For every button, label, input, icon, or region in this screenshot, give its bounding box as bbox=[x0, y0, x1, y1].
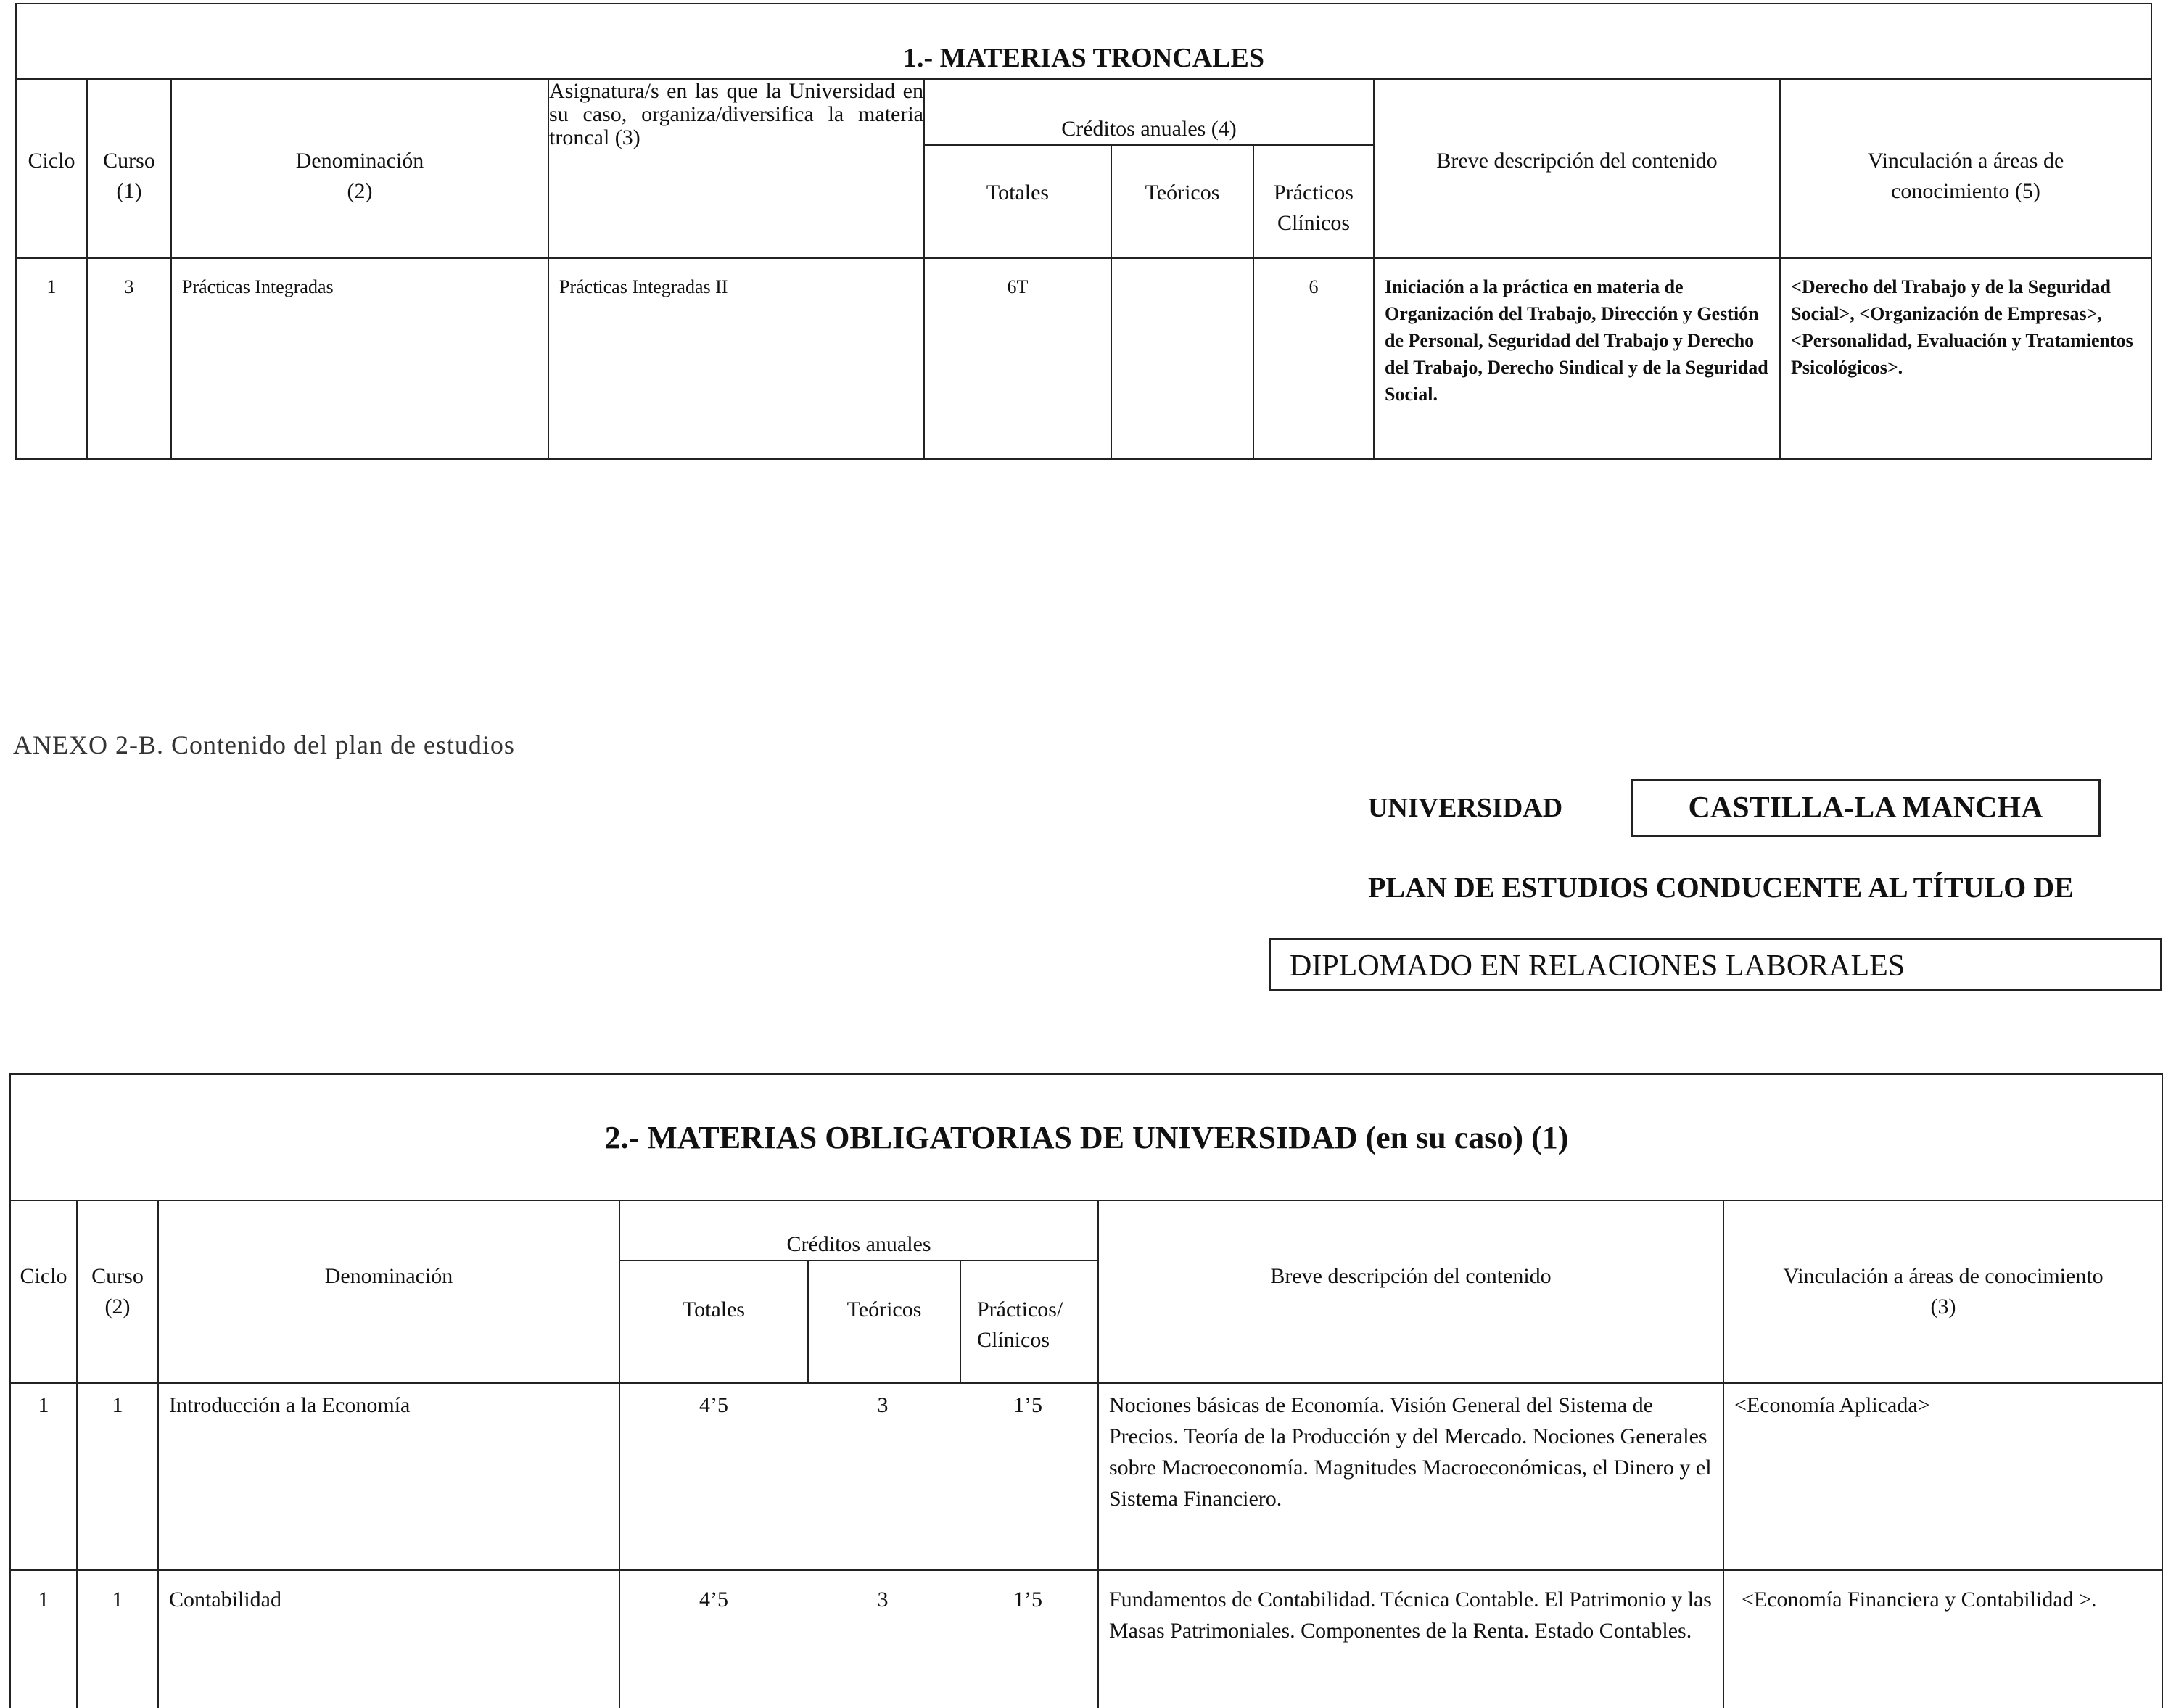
header-teoricos: Teóricos bbox=[1111, 146, 1253, 257]
cell-totales: 4’5 bbox=[699, 1393, 728, 1417]
cell-totales: 4’5 bbox=[699, 1588, 728, 1612]
cell-ciclo: 1 bbox=[10, 1383, 77, 1570]
cell-practicos: 6 bbox=[1253, 259, 1373, 458]
cell-descripcion: Nociones básicas de Economía. Visión General del Sistema de Precios. Teoría de la Producción y del Mercado. Nociones Generales sobre Macroeconomía. Magnitudes Macroeconómicas, el Dinero y el Sistema Financiero. bbox=[1098, 1383, 1723, 1570]
header-totales: Totales bbox=[986, 181, 1050, 205]
header-vinculacion: Vinculación a áreas de conocimiento (3) bbox=[1723, 1200, 2163, 1383]
table-row bbox=[16, 258, 2151, 459]
cell-vinculacion: <Derecho del Trabajo y de la Seguridad Social>, <Organización de Empresas>, <Personalidad, Evaluación y Tratamientos Psicológicos>. bbox=[1780, 258, 2151, 459]
cell-denominacion: Contabilidad bbox=[158, 1570, 619, 1708]
cell-asignatura: Prácticas Integradas II bbox=[548, 258, 924, 459]
header-creditos bbox=[619, 1200, 1098, 1383]
header-totales: Totales bbox=[682, 1297, 746, 1321]
cell-descripcion: Iniciación a la práctica en materia de Organización del Trabajo, Dirección y Gestión de Personal, Seguridad del Trabajo y Derecho del Trabajo, Derecho Sindical y de la Seguridad Social. bbox=[1374, 258, 1780, 459]
cell-ciclo: 1 bbox=[10, 1570, 77, 1708]
header-ciclo: Ciclo bbox=[10, 1200, 77, 1383]
universidad-label: UNIVERSIDAD bbox=[1368, 793, 1563, 823]
cell-ciclo: 1 bbox=[16, 258, 87, 459]
cell-teoricos: 3 bbox=[877, 1588, 889, 1612]
header-descripcion: Breve descripción del contenido bbox=[1098, 1200, 1723, 1383]
header-curso: Curso (1) bbox=[87, 79, 171, 258]
cell-denominacion: Prácticas Integradas bbox=[171, 258, 548, 459]
cell-practicos: 1’5 bbox=[1013, 1393, 1042, 1417]
header-creditos bbox=[924, 79, 1374, 258]
header-practicos: Prácticos Clínicos bbox=[1253, 146, 1373, 257]
header-teoricos: Teóricos bbox=[807, 1261, 960, 1382]
header-denominacion: Denominación bbox=[158, 1200, 619, 1383]
header-denominacion: Denominación (2) bbox=[171, 79, 548, 258]
plan-heading: PLAN DE ESTUDIOS CONDUCENTE AL TÍTULO DE bbox=[1368, 871, 2074, 904]
creditos-anuales-label: Créditos anuales bbox=[620, 1201, 1097, 1261]
materias-obligatorias-table bbox=[9, 1073, 2163, 1708]
cell-vinculacion: <Economía Financiera y Contabilidad >. bbox=[1723, 1570, 2163, 1708]
header-practicos: Prácticos/ Clínicos bbox=[960, 1261, 1097, 1382]
table2-title: 2.- MATERIAS OBLIGATORIAS DE UNIVERSIDAD (en su caso) (1) bbox=[10, 1074, 2163, 1200]
header-asignaturas: Asignatura/s en las que la Universidad en su caso, organiza/diversifica la materia troncal (3) bbox=[548, 79, 924, 258]
header-vinculacion: Vinculación a áreas de conocimiento (5) bbox=[1780, 79, 2151, 258]
cell-creditos bbox=[619, 1570, 1098, 1708]
anexo-heading: ANEXO 2-B. Contenido del plan de estudios bbox=[13, 730, 515, 759]
cell-teoricos: 3 bbox=[877, 1393, 889, 1417]
cell-creditos bbox=[924, 258, 1374, 459]
table1-title: 1.- MATERIAS TRONCALES bbox=[16, 4, 2151, 79]
cell-creditos bbox=[619, 1383, 1098, 1570]
table-row bbox=[10, 1383, 2163, 1570]
cell-totales: 6T bbox=[1007, 276, 1029, 297]
materias-troncales-table bbox=[15, 3, 2152, 460]
creditos-anuales-label: Créditos anuales (4) bbox=[925, 80, 1373, 146]
cell-descripcion: Fundamentos de Contabilidad. Técnica Contable. El Patrimonio y las Masas Patrimoniales. Componentes de la Renta. Estado Contables. bbox=[1098, 1570, 1723, 1708]
cell-curso: 1 bbox=[77, 1570, 158, 1708]
table-row bbox=[10, 1570, 2163, 1708]
cell-practicos: 1’5 bbox=[1013, 1588, 1042, 1612]
cell-vinculacion: <Economía Aplicada> bbox=[1723, 1383, 2163, 1570]
header-ciclo: Ciclo bbox=[16, 79, 87, 258]
header-descripcion: Breve descripción del contenido bbox=[1374, 79, 1780, 258]
titulo-name: DIPLOMADO EN RELACIONES LABORALES bbox=[1269, 938, 2162, 991]
header-curso: Curso (2) bbox=[77, 1200, 158, 1383]
universidad-name: CASTILLA-LA MANCHA bbox=[1631, 779, 2101, 837]
cell-curso: 1 bbox=[77, 1383, 158, 1570]
cell-curso: 3 bbox=[87, 258, 171, 459]
cell-teoricos bbox=[1111, 259, 1253, 458]
cell-denominacion: Introducción a la Economía bbox=[158, 1383, 619, 1570]
